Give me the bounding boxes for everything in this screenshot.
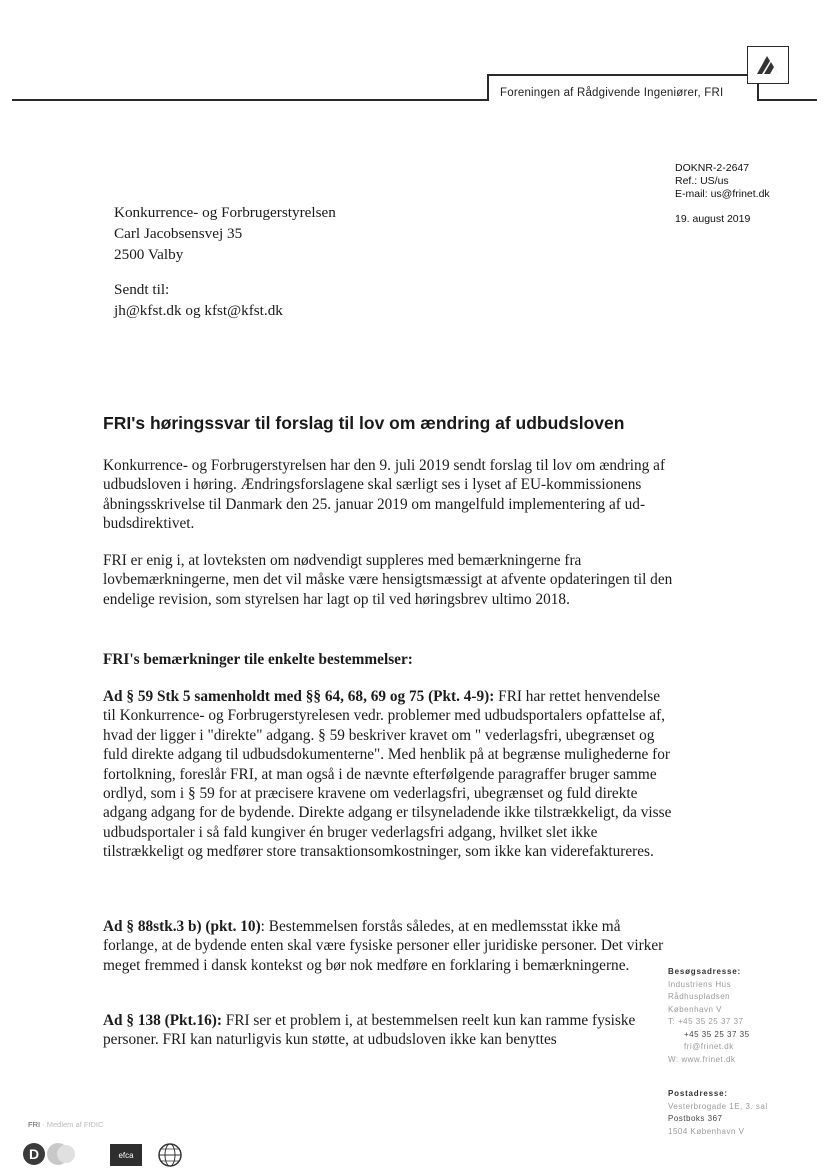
visit-address-label: Besøgsadresse: [668, 967, 742, 976]
paragraph-138-text: FRI ser et problem i, at bestemmelsen reelt kun kan ramme fysiske personer. FRI kan naturligvis kun støtte, at udbudsloven ikke kan benyttes [103, 1012, 636, 1049]
header-rule [12, 99, 489, 101]
paragraph-138-heading: Ad § 138 (Pkt.16): [103, 1012, 222, 1029]
post-box: Postboks 367 [668, 1114, 723, 1123]
contact-email: fri@frinet.dk [684, 1042, 734, 1051]
efca-icon [110, 1144, 142, 1166]
fidic-globe-icon [155, 1142, 185, 1168]
fri-logo [747, 46, 789, 84]
section-heading-text: FRI's bemærkninger tile enkelte bestemmelser: [103, 651, 413, 668]
website: W: www.frinet.dk [668, 1054, 736, 1064]
paragraph-138 [103, 1011, 673, 1050]
fax: +45 35 25 37 35 [684, 1029, 750, 1039]
visit-city: København V [668, 1004, 722, 1014]
phone: T: +45 35 25 37 37 [668, 1017, 744, 1026]
recipient-line: Carl Jacobsensvej 35 [114, 225, 243, 242]
visit-address [668, 966, 750, 1066]
sent-to-value: jh@kfst.dk og kfst@kfst.dk [114, 302, 283, 319]
email-line: E-mail: us@frinet.dk [675, 188, 770, 200]
fri-logo-icon [748, 47, 788, 83]
footer-line [28, 1120, 103, 1129]
recipient-line: Konkurrence- og Forbrugerstyrelsen [114, 204, 336, 221]
paragraph-59 [103, 687, 673, 862]
paragraph-88-text: : Bestemmelsen forstås således, at en medlemsstat ikke må forlange, at de bydende enten skal være fysiske personer eller juridiske personer. Det virker meget fremmed i dansk kontekst og bør nok medføre en forklaring i bemærkningerne. [103, 918, 664, 974]
post-address [668, 1088, 768, 1138]
paragraph-88-heading: Ad § 88stk.3 b) (pkt. 10) [103, 918, 261, 935]
org-name: Foreningen af Rådgivende Ingeniører, FRI [500, 87, 724, 99]
d-badge-icon [22, 1142, 78, 1166]
paragraph-88 [103, 917, 673, 975]
post-address-label: Postadresse: [668, 1089, 728, 1098]
letter-date: 19. august 2019 [675, 213, 751, 225]
visit-place: Rådhuspladsen [668, 992, 731, 1001]
paragraph-agreement: FRI er enig i, at lovteksten om nødvendigt suppleres med bemærkningerne fra lovbemærkningerne, men det vil måske være hensigtsmæssigt at afvente opdateringen til den endelige revision, som styrelsen har lagt op til ved høringsbrev ultimo 2018. [103, 552, 673, 608]
svg-text:efca: efca [118, 1151, 134, 1160]
reference: Ref.: US/us [675, 175, 729, 187]
efca-badge [110, 1144, 142, 1171]
paragraph-59-heading: Ad § 59 Stk 5 samenholdt med §§ 64, 68, 69 og 75 (Pkt. 4-9): [103, 688, 495, 705]
visit-street: Industriens Hus [668, 979, 732, 989]
post-city: 1504 København V [668, 1126, 745, 1136]
section-heading [103, 650, 673, 669]
letter-title: FRI's høringssvar til forslag til lov om ændring af udbudsloven [103, 413, 625, 433]
paragraph-intro: Konkurrence- og Forbrugerstyrelsen har den 9. juli 2019 sendt forslag til lov om ændring af udbudsloven i høring. Ændringsforslagene skal særligt ses i lyset af EU-kommissionens åbningsskrivelse til Danmark den 25. januar 2019 om mangelfuld implementering af ud-budsdirektivet. [103, 457, 666, 533]
paragraph-59-text: FRI har rettet henvendelse til Konkurrence- og Forbrugerstyrelesen vedr. problemer med udbudsportalers opfattelse af, hvad der ligger i "direkte" adgang. § 59 beskriver kravet om " vederlagsfri, ubegrænset og fuld direkte adgang til udbudsdokumenterne". Med henblik på at begrænse mulighederne for fortolkning, foreslår FRI, at man også i de nævnte efterfølgende paragraffer bruger samme ordlyd, som i § 59 for at præcisere kravene om vederlagsfri, ubegrænset og fuld direkte adgang adgang for de bydende. Direkte adgang er tilsyneladende ikke tilstrækkeligt, da visse udbudsportaler i så fald kungiver én bruger vederlagsfri adgang, hvilket slet ikke tilstrækkeligt og medfører store transaktionsomkostninger, som ikke kan viderefaktureres. [103, 688, 672, 861]
sent-to-label: Sendt til: [114, 281, 170, 298]
footer-fri: FRI [28, 1120, 41, 1129]
svg-text:D: D [28, 1146, 40, 1162]
fidic-badge [155, 1142, 185, 1173]
recipient-address [114, 202, 336, 265]
member-badge-d [22, 1142, 78, 1171]
post-street: Vesterbrogade 1E, 3. sal [668, 1101, 768, 1111]
header-rule-upper [487, 74, 748, 76]
header-rule-step [487, 74, 489, 100]
header-rule-end [757, 99, 817, 101]
doc-number: DOKNR-2-2647 [675, 162, 750, 174]
sent-to-block [114, 279, 283, 321]
footer-faint: · Medlem af FIDIC [40, 1120, 104, 1129]
recipient-line: 2500 Valby [114, 246, 184, 263]
